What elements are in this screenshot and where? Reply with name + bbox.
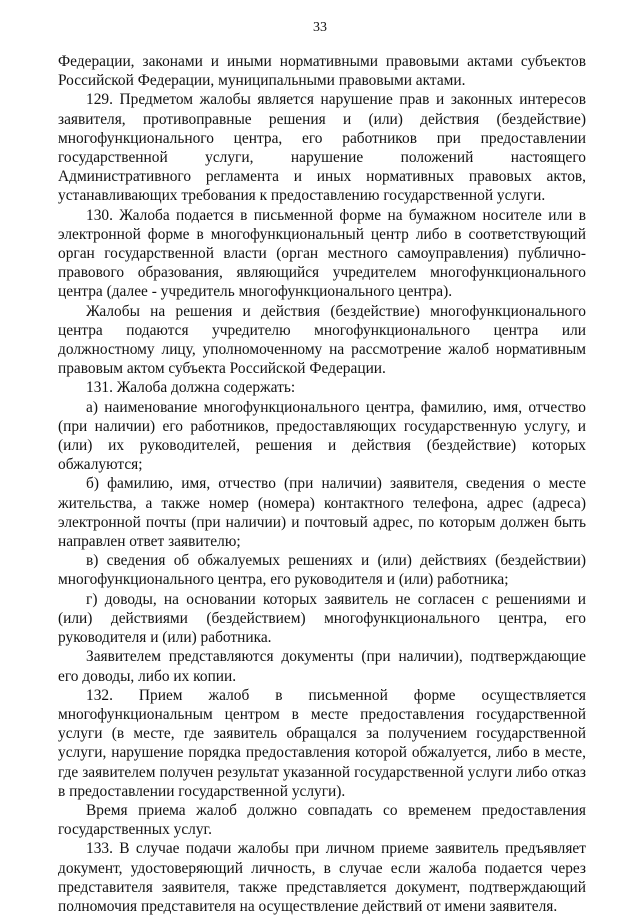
paragraph-131-a: а) наименование многофункционального центра, фамилию, имя, отчество (при наличии) его работников, предоставляющих государственную услугу, и (или) их руководителей, решения и действия (бездействие) которых обжалуются; (58, 398, 586, 474)
page-number: 33 (313, 20, 327, 35)
paragraph-reception-time: Время приема жалоб должно совпадать со временем предоставления государственных услуг. (58, 801, 586, 839)
paragraph-131-b: б) фамилию, имя, отчество (при наличии) заявителя, сведения о месте жительства, а также номер (номера) контактного телефона, адрес (адреса) электронной почты (при наличии) и почтовый адрес, по которым должен быть направлен ответ заявителю; (58, 475, 586, 551)
paragraph-complaints-founder: Жалобы на решения и действия (бездействие) многофункционального центра подаются учредителю многофункционального центра или должностному лицу, уполномоченному на рассмотрение жалоб нормативным правовым актом субъекта Российской Федерации. (58, 302, 586, 378)
paragraph-130: 130. Жалоба подается в письменной форме на бумажном носителе или в электронной форме в многофункциональный центр либо в соответствующий орган государственной власти (орган местного самоуправления) публично-правового образования, являющийся учредителем многофункционального центра (далее - учредитель многофункционального центра). (58, 206, 586, 301)
document-body (58, 52, 586, 916)
paragraph-131-v: в) сведения об обжалуемых решениях и (или) действиях (бездействии) многофункционального центра, его руководителя и (или) работника; (58, 552, 586, 589)
paragraph-131: 131. Жалоба должна содержать: (86, 379, 296, 397)
paragraph-133: 133. В случае подачи жалобы при личном приеме заявитель предъявляет документ, удостоверяющий личность, в случае если жалоба подается через представителя заявителя, также представляется документ, подтверждающий полномочия представителя на осуществление действий от имени заявителя. (58, 840, 586, 915)
paragraph-129: 129. Предметом жалобы является нарушение прав и законных интересов заявителя, противоправные решения и (или) действия (бездействие) многофункционального центра, его работников при предоставлении государственной услуги, нарушение положений настоящего Административного регламента и иных нормативных правовых актов, устанавливающих требования к предоставлению государственной услуги. (58, 91, 586, 205)
paragraph-132: 132. Прием жалоб в письменной форме осуществляется многофункциональным центром в месте предоставления государственной услуги (в месте, где заявитель обращался за получением государственной услуги, нарушение порядка предоставления которой обжалуется, либо в месте, где заявителем получен результат указанной государственной услуги либо отказ в предоставлении государственной услуги). (58, 686, 586, 800)
paragraph-continuation: Федерации, законами и иными нормативными правовыми актами субъектов Российской Федерации, муниципальными правовыми актами. (58, 53, 586, 90)
paragraph-131-g: г) доводы, на основании которых заявитель не согласен с решениями и (или) действиями (бездействием) многофункционального центра, его руководителя и (или) работника. (58, 590, 586, 647)
paragraph-documents: Заявителем представляются документы (при наличии), подтверждающие его доводы, либо их копии. (58, 648, 586, 685)
